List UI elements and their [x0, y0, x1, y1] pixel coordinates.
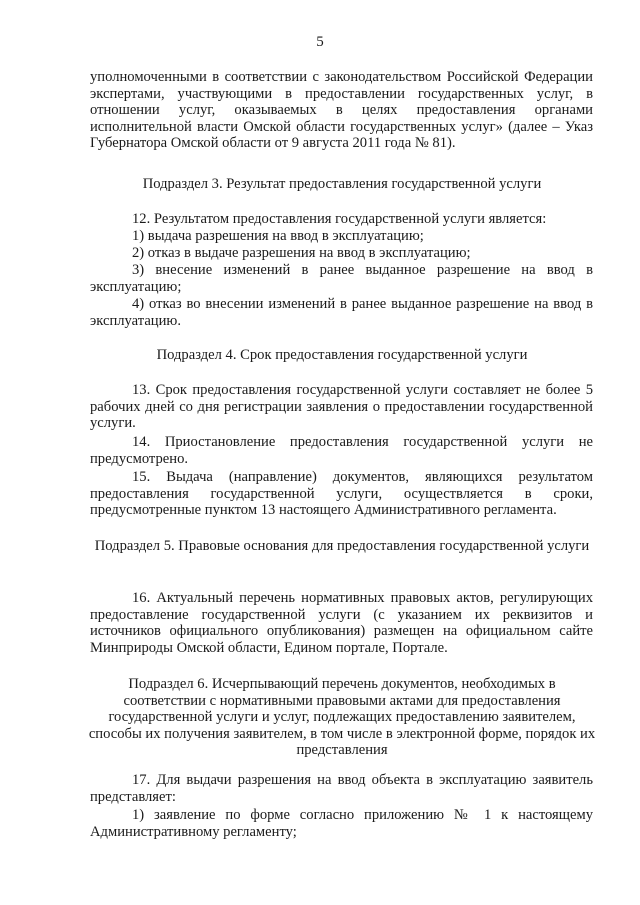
- paragraph-12-item-4: 4) отказ во внесении изменений в ранее выданное разрешение на ввод в эксплуатацию.: [90, 296, 593, 329]
- paragraph-12-item-3: 3) внесение изменений в ранее выданное разрешение на ввод в эксплуатацию;: [90, 262, 593, 295]
- paragraph-intro: уполномоченными в соответствии с законодательством Российской Федерации экспертами, участвующими в предоставлении государственных услуг, в отношении услуг, оказываемых в целях предоставления органами исполнительной власти Омской области государственных услуг» (далее – Указ Губернатора Омской области от 9 августа 2011 года № 81).: [90, 69, 593, 152]
- paragraph-12-item-2: 2) отказ в выдаче разрешения на ввод в эксплуатацию;: [132, 245, 471, 261]
- heading-subsection-4: Подраздел 4. Срок предоставления государственной услуги: [156, 347, 528, 363]
- page-number: 5: [316, 34, 324, 50]
- paragraph-16: 16. Актуальный перечень нормативных правовых актов, регулирующих предоставление государственной услуги (с указанием их реквизитов и источников официального опубликования) размещен на официальном сайте Минприроды Омской области, Едином портале, Портале.: [90, 590, 593, 656]
- heading-subsection-3: Подраздел 3. Результат предоставления государственной услуги: [142, 176, 542, 192]
- paragraph-15: 15. Выдача (направление) документов, являющихся результатом предоставления государственной услуги, осуществляется в сроки, предусмотренные пунктом 13 настоящего Административного регламента.: [90, 469, 593, 519]
- paragraph-12-item-1: 1) выдача разрешения на ввод в эксплуатацию;: [132, 228, 424, 244]
- paragraph-17-item-1: 1) заявление по форме согласно приложению № 1 к настоящему Административному регламенту;: [90, 807, 593, 840]
- paragraph-14: 14. Приостановление предоставления государственной услуги не предусмотрено.: [90, 434, 593, 467]
- heading-subsection-6: Подраздел 6. Исчерпывающий перечень документов, необходимых в соответствии с нормативными правовыми актами для предоставления государственной услуги и услуг, подлежащих предоставлению заявителем, способы их получения заявителем, в том числе в электронной форме, порядок их представления: [88, 676, 596, 759]
- paragraph-17: 17. Для выдачи разрешения на ввод объекта в эксплуатацию заявитель представляет:: [90, 772, 593, 805]
- paragraph-12: 12. Результатом предоставления государственной услуги является:: [132, 211, 547, 227]
- paragraph-13: 13. Срок предоставления государственной услуги составляет не более 5 рабочих дней со дня регистрации заявления о предоставлении государственной услуги.: [90, 382, 593, 432]
- heading-subsection-5: Подраздел 5. Правовые основания для предоставления государственной услуги: [94, 538, 590, 554]
